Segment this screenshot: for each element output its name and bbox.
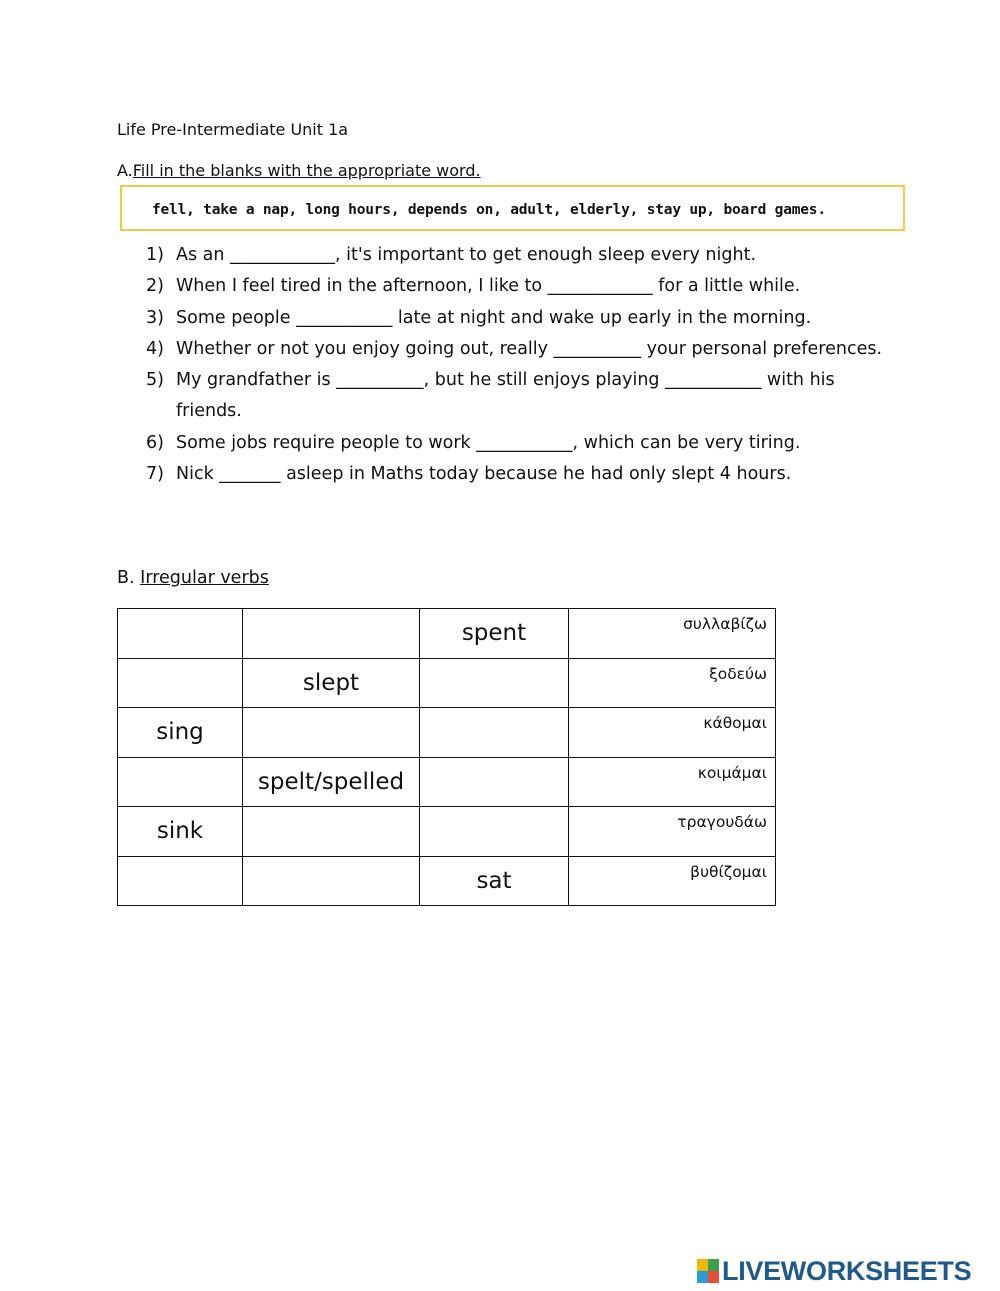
liveworksheets-logo xyxy=(697,1256,971,1286)
question-item xyxy=(146,365,886,428)
verb-cell-past-simple[interactable]: slept xyxy=(243,658,420,708)
question-text: As an ____________, it's important to get enough sleep every night. xyxy=(176,245,757,265)
question-number: 6) xyxy=(146,432,164,453)
question-text: Nick _______ asleep in Maths today because he had only slept 4 hours. xyxy=(176,464,792,485)
question-number: 5) xyxy=(146,370,164,391)
verb-cell-greek: κοιμάμαι xyxy=(569,757,776,807)
verb-cell-greek: ξοδεύω xyxy=(569,658,776,708)
table-row xyxy=(118,757,776,807)
verb-cell-past-participle[interactable] xyxy=(420,757,569,807)
verb-cell-past-participle[interactable] xyxy=(420,807,569,857)
verb-cell-greek: κάθομαι xyxy=(569,708,776,758)
table-row xyxy=(118,658,776,708)
verb-cell-past-simple[interactable] xyxy=(243,609,420,659)
section-a-heading xyxy=(117,161,481,180)
verb-cell-past-participle[interactable] xyxy=(420,658,569,708)
verb-cell-past-simple[interactable]: spelt/spelled xyxy=(243,757,420,807)
logo-square-1 xyxy=(697,1259,708,1271)
question-item xyxy=(146,459,886,490)
liveworksheets-logo-icon xyxy=(697,1259,719,1283)
question-list xyxy=(146,240,886,490)
verb-cell-infinitive[interactable] xyxy=(118,658,243,708)
logo-text: LIVEWORKSHEETS xyxy=(722,1255,972,1286)
logo-square-3 xyxy=(697,1271,708,1283)
table-row xyxy=(118,807,776,857)
section-b-label: B. xyxy=(117,568,135,588)
verb-cell-greek: συλλαβίζω xyxy=(569,609,776,659)
verb-cell-past-simple[interactable] xyxy=(243,856,420,906)
verb-cell-infinitive[interactable] xyxy=(118,757,243,807)
question-text: Some people ___________ late at night and wake up early in the morning. xyxy=(176,307,812,328)
verb-cell-past-participle[interactable]: spent xyxy=(420,609,569,659)
logo-square-4 xyxy=(708,1271,719,1283)
document-title: Life Pre-Intermediate Unit 1a xyxy=(117,120,349,139)
section-a-label: A. xyxy=(117,161,133,180)
verb-cell-past-participle[interactable]: sat xyxy=(420,856,569,906)
verb-cell-greek: τραγουδάω xyxy=(569,807,776,857)
word-bank-text: fell, take a nap, long hours, depends on, adult, elderly, stay up, board games. xyxy=(152,202,826,218)
verb-cell-infinitive[interactable]: sink xyxy=(118,807,243,857)
question-text: When I feel tired in the afternoon, I like to ____________ for a little while. xyxy=(176,276,801,297)
verb-cell-past-simple[interactable] xyxy=(243,708,420,758)
logo-square-2 xyxy=(708,1259,719,1271)
question-number: 2) xyxy=(146,276,164,297)
section-b-heading xyxy=(117,568,269,588)
section-a-instruction: Fill in the blanks with the appropriate word. xyxy=(132,161,481,180)
question-number: 3) xyxy=(146,307,164,328)
irregular-verbs-table xyxy=(117,608,776,906)
table-row xyxy=(118,856,776,906)
question-number: 7) xyxy=(146,464,164,485)
question-text: Some jobs require people to work ___________, which can be very tiring. xyxy=(176,432,801,453)
question-item xyxy=(146,271,886,302)
question-number: 4) xyxy=(146,338,164,359)
table-row xyxy=(118,708,776,758)
question-text: Whether or not you enjoy going out, really __________ your personal preferences. xyxy=(176,338,883,359)
verb-cell-infinitive[interactable] xyxy=(118,609,243,659)
verb-cell-greek: βυθίζομαι xyxy=(569,856,776,906)
verb-cell-past-participle[interactable] xyxy=(420,708,569,758)
table-row xyxy=(118,609,776,659)
section-b-title: Irregular verbs xyxy=(140,568,269,588)
question-item xyxy=(146,303,886,334)
verb-cell-infinitive[interactable] xyxy=(118,856,243,906)
question-text: My grandfather is __________, but he still enjoys playing ___________ with his friends. xyxy=(176,370,835,422)
verb-cell-infinitive[interactable]: sing xyxy=(118,708,243,758)
question-item xyxy=(146,240,886,271)
word-bank-box xyxy=(120,185,905,231)
verb-cell-past-simple[interactable] xyxy=(243,807,420,857)
question-number: 1) xyxy=(146,245,164,265)
question-item xyxy=(146,428,886,459)
question-item xyxy=(146,334,886,365)
